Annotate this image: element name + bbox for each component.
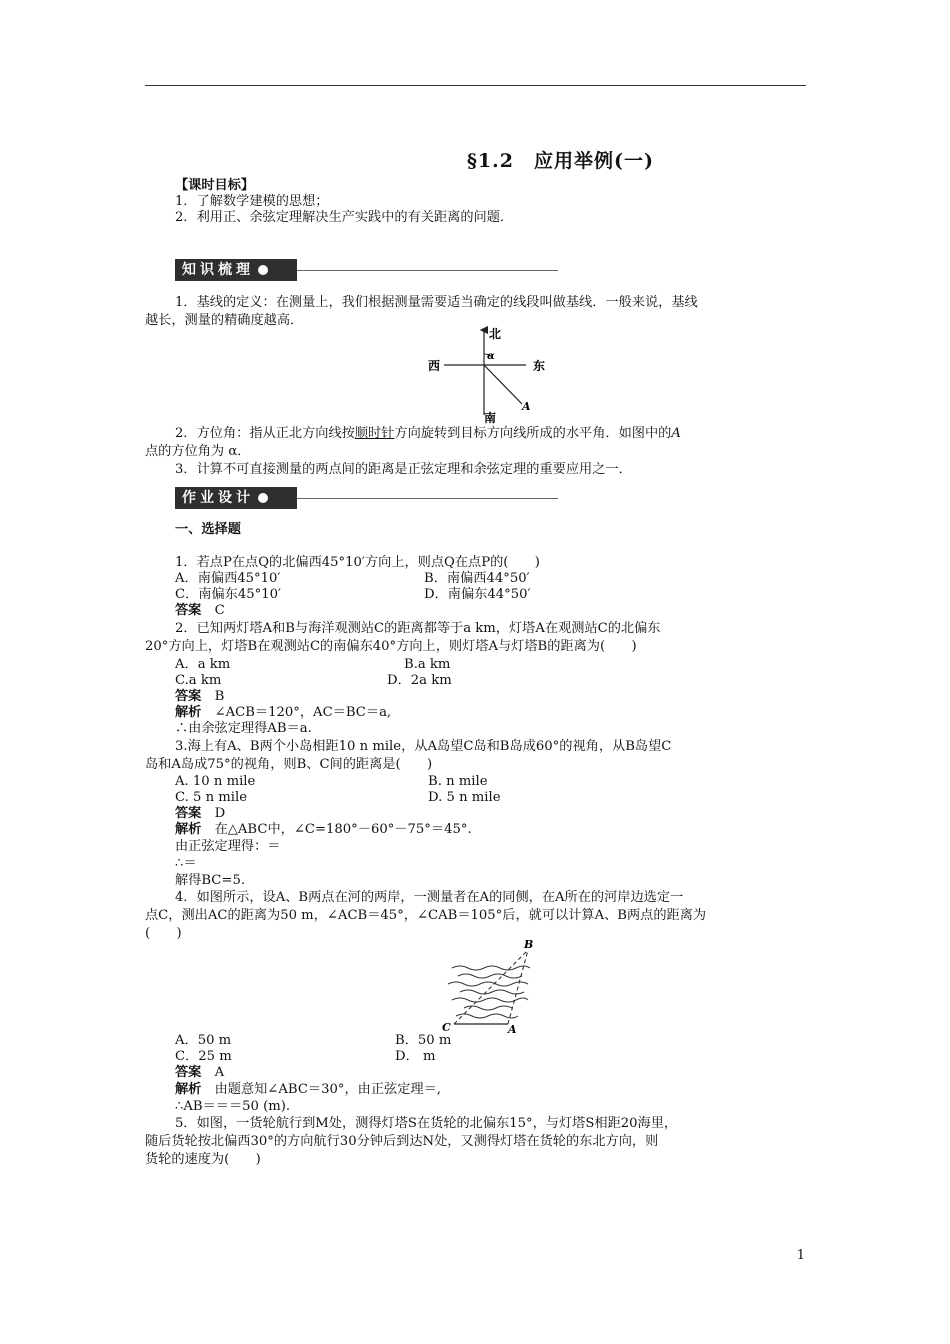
homework-banner-label: 作业设计 — [182, 490, 254, 506]
q3-stem-2: 岛和A岛成75°的视角，则B、C间的距离是( ) — [145, 757, 433, 772]
q4-option-B: B．50 m — [395, 1033, 452, 1048]
q2-analysis-label: 解析 — [175, 705, 202, 720]
label-C: C — [442, 1021, 451, 1033]
q4-option-D: D． m — [395, 1049, 436, 1064]
q4-answer — [175, 1065, 224, 1081]
q2-stem-1: 2．已知两灯塔A和B与海洋观测站C的距离都等于a km，灯塔A在观测站C的北偏东 — [175, 621, 661, 636]
q3-analysis-text: 在△ABC中，∠C=180°－60°－75°＝45°. — [214, 822, 472, 837]
homework-banner — [175, 487, 297, 509]
q1-answer — [175, 603, 225, 619]
label-A: A — [508, 1023, 517, 1033]
wave-line — [458, 974, 522, 978]
q1-answer-label: 答案 — [175, 603, 202, 618]
q3-stem-1: 3.海上有A、B两个小岛相距10 n mile，从A岛望C岛和B岛成60°的视角，从B岛望C — [175, 739, 672, 754]
q2-answer — [175, 689, 224, 705]
knowledge-banner — [175, 259, 297, 281]
q3-option-A: A. 10 n mile — [175, 774, 256, 789]
p2-post: 方向旋转到目标方向线所成的水平角．如图中的 — [394, 426, 672, 441]
label-south: 南 — [484, 411, 497, 425]
q2-conclusion: ∴由余弦定理得AB＝a. — [175, 721, 312, 736]
goal-item-2: 2．利用正、余弦定理解决生产实践中的有关距离的问题． — [175, 210, 514, 225]
q4-stem-2: 点C，测出AC的距离为50 m，∠ACB＝45°，∠CAB＝105°后，就可以计算A、B两点的距离为 — [145, 908, 707, 923]
q3-option-C: C. 5 n mile — [175, 790, 248, 805]
wave-line — [452, 966, 530, 970]
q3-answer-label: 答案 — [175, 806, 202, 821]
label-west: 西 — [428, 359, 441, 373]
label-B: B — [524, 938, 534, 951]
q4-analysis-label: 解析 — [175, 1082, 202, 1097]
q4-stem-3: ( ) — [145, 926, 182, 941]
label-alpha: α — [487, 351, 495, 362]
label-point-A: A — [522, 400, 531, 413]
q4-answer-value: A — [214, 1065, 225, 1080]
q2-option-A: A．a km — [175, 657, 231, 672]
river-diagram — [438, 938, 550, 1033]
q4-stem-1: 4．如图所示，设A、B两点在河的两岸，一测量者在A的同侧，在A所在的河岸边选定一 — [175, 890, 684, 905]
q3-step-2: 由正弦定理得：＝ — [175, 839, 281, 854]
banner-dot-icon — [258, 493, 268, 503]
q5-stem-1: 5．如图，一货轮航行到M处，测得灯塔S在货轮的北偏东15°，与灯塔S相距20海里， — [175, 1116, 678, 1131]
q1-option-B: B．南偏西44°50′ — [424, 571, 530, 586]
q3-option-B: B. n mile — [428, 774, 488, 789]
line-CB — [454, 950, 528, 1024]
q2-analysis — [175, 705, 391, 721]
page-title: §1.2 应用举例(一) — [467, 150, 654, 172]
q2-option-D: D．2a km — [387, 673, 452, 688]
q1-option-A: A．南偏西45°10′ — [175, 571, 281, 586]
q1-stem: 1．若点P在点Q的北偏西45°10′方向上，则点Q在点P的( ) — [175, 555, 540, 570]
knowledge-banner-rule — [297, 270, 558, 271]
page-number: 1 — [796, 1248, 805, 1263]
q2-answer-label: 答案 — [175, 689, 202, 704]
direction-line-A — [484, 365, 522, 404]
q5-stem-3: 货轮的速度为( ) — [145, 1152, 261, 1167]
p2-pre: 2．方位角：指从正北方向线按 — [175, 426, 355, 441]
knowledge-p2-line1 — [175, 426, 681, 442]
wave-line — [456, 1014, 518, 1018]
q4-answer-label: 答案 — [175, 1065, 202, 1080]
wave-line — [460, 990, 524, 994]
goal-item-1: 1．了解数学建模的思想； — [175, 194, 329, 209]
q3-analysis-label: 解析 — [175, 822, 202, 837]
q2-analysis-text: ∠ACB＝120°，AC＝BC＝a, — [214, 705, 392, 720]
knowledge-p1-line2: 越长，测量的精确度越高． — [145, 313, 304, 328]
q2-option-C: C.a km — [175, 673, 222, 688]
wave-line — [452, 998, 528, 1002]
homework-banner-rule — [297, 498, 558, 499]
q3-answer — [175, 806, 225, 822]
section-heading: 一、选择题 — [175, 522, 241, 537]
q3-option-D: D. 5 n mile — [428, 790, 501, 805]
q4-analysis — [175, 1082, 441, 1098]
q4-option-A: A．50 m — [175, 1033, 232, 1048]
label-east: 东 — [533, 359, 546, 373]
azimuth-diagram — [420, 320, 560, 425]
q1-option-C: C．南偏东45°10′ — [175, 587, 281, 602]
goals-heading: 【课时目标】 — [175, 178, 255, 193]
q5-stem-2: 随后货轮按北偏西30°的方向航行30分钟后到达N处，又测得灯塔在货轮的东北方向，则 — [145, 1134, 659, 1149]
q4-option-C: C．25 m — [175, 1049, 232, 1064]
q3-answer-value: D — [214, 806, 226, 821]
q4-conclusion: ∴AB＝＝＝50 (m). — [175, 1099, 291, 1114]
knowledge-p3: 3．计算不可直接测量的两点间的距离是正弦定理和余弦定理的重要应用之一． — [175, 462, 632, 477]
knowledge-p1-line1: 1．基线的定义：在测量上，我们根据测量需要适当确定的线段叫做基线．一般来说，基线 — [175, 295, 698, 310]
line-AB — [508, 950, 528, 1024]
banner-dot-icon — [258, 265, 268, 275]
q4-analysis-text: 由题意知∠ABC＝30°，由正弦定理＝, — [214, 1082, 441, 1097]
q3-step-4: 解得BC=5. — [175, 873, 246, 888]
knowledge-p2-line2: 点的方位角为 α． — [145, 444, 251, 459]
q3-step-3: ∴＝ — [175, 856, 197, 871]
q1-answer-value: C — [214, 603, 225, 618]
q1-option-D: D．南偏东44°50′ — [424, 587, 531, 602]
q2-option-B: B.a km — [404, 657, 451, 672]
p2-A: A — [671, 426, 681, 441]
q2-answer-value: B — [214, 689, 225, 704]
wave-line — [448, 982, 528, 986]
header-rule — [145, 85, 806, 86]
label-north: 北 — [489, 327, 502, 341]
q2-stem-2: 20°方向上，灯塔B在观测站C的南偏东40°方向上，则灯塔A与灯塔B的距离为( ) — [145, 639, 637, 654]
knowledge-banner-label: 知识梳理 — [182, 262, 254, 278]
q3-analysis — [175, 822, 472, 838]
p2-underline: 顺时针 — [354, 426, 395, 441]
